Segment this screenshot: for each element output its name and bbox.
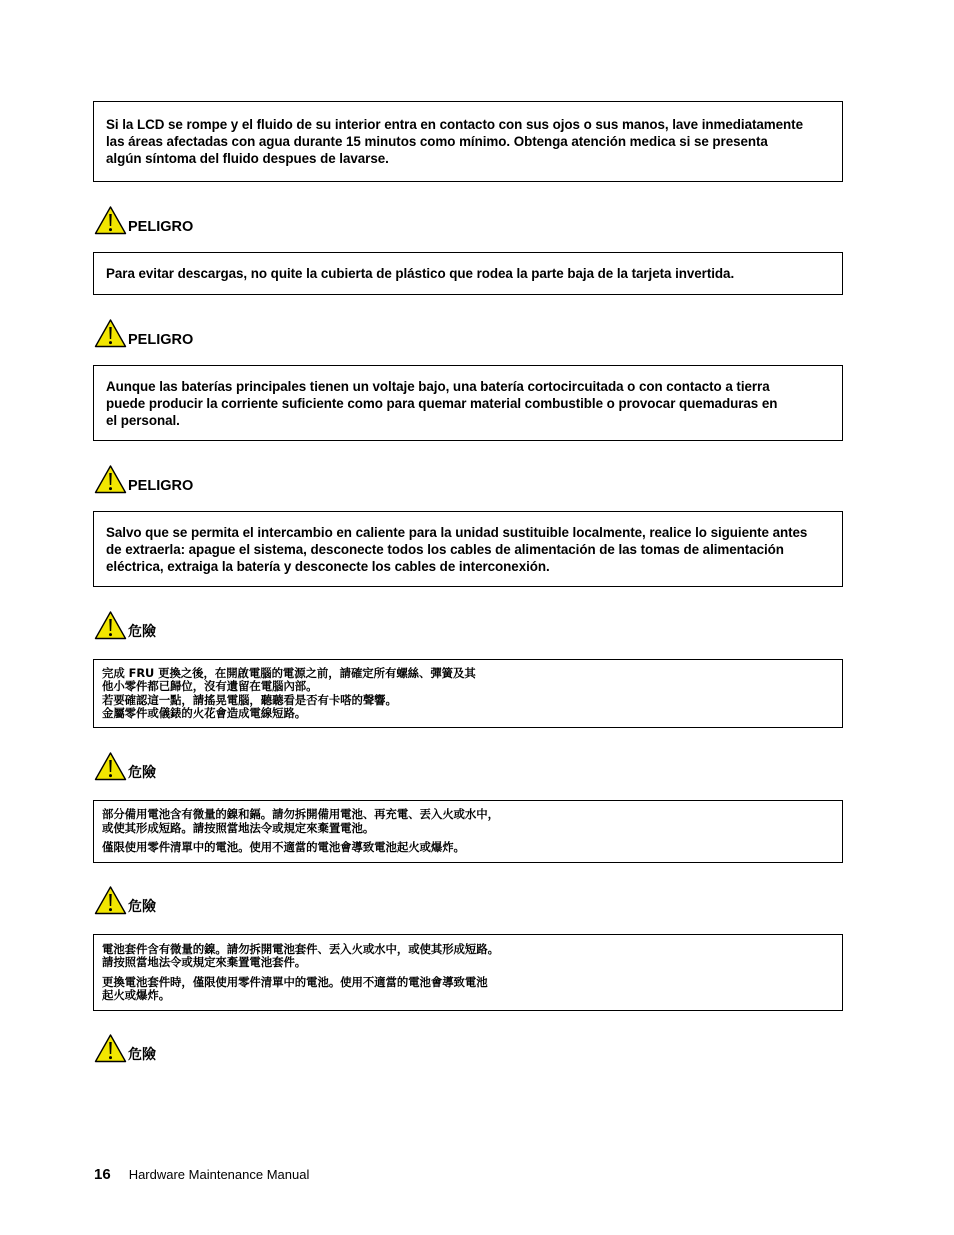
notice-text-line: Si la LCD se rompe y el fluido de su interior entra en contacto con sus ojos o sus manos, lave inmediatamente bbox=[106, 117, 803, 132]
notice-text-line: Salvo que se permita el intercambio en caliente para la unidad sustituible localmente, realice lo siguiente antes bbox=[106, 524, 808, 540]
page-number: 16 bbox=[94, 1166, 111, 1183]
danger-heading-label: PELIGRO bbox=[128, 478, 194, 494]
notice-text-line: 完成 FRU 更換之後，在開啟電腦的電源之前，請確定所有螺絲、彈簧及其 bbox=[102, 665, 476, 680]
danger-heading-label: 危險 bbox=[128, 1047, 156, 1063]
notice-text-line: 部分備用電池含有微量的鎳和鎘。請勿拆開備用電池、再充電、丟入火或水中， bbox=[102, 807, 499, 822]
warning-triangle-icon bbox=[94, 205, 127, 235]
danger-heading-label: 危險 bbox=[128, 899, 156, 915]
danger-heading bbox=[94, 606, 156, 640]
warning-triangle-icon bbox=[94, 1033, 127, 1063]
danger-heading-label: PELIGRO bbox=[128, 332, 194, 348]
notice-box-battery-pack-zh bbox=[93, 934, 843, 1011]
notice-text-line: puede producir la corriente suficiente como para quemar material combustible o provocar quemaduras en bbox=[106, 395, 778, 411]
notice-box-lcd bbox=[93, 101, 843, 182]
warning-triangle-icon bbox=[94, 751, 127, 781]
danger-heading bbox=[94, 881, 156, 915]
notice-text-line: 若要確認這一點，請搖晃電腦，聽聽看是否有卡嗒的聲響。 bbox=[102, 692, 397, 707]
notice-text-line: 請按照當地法令或規定來棄置電池套件。 bbox=[102, 955, 307, 969]
manual-title: Hardware Maintenance Manual bbox=[128, 1167, 310, 1182]
danger-heading bbox=[94, 460, 193, 494]
notice-text-line: 他小零件都已歸位，沒有遺留在電腦內部。 bbox=[102, 679, 318, 693]
notice-text-line: Aunque las baterías principales tienen un voltaje bajo, una batería cortocircuitada o con contacto a tierra bbox=[106, 378, 770, 394]
notice-text-line: eléctrica, extraiga la batería y desconecte los cables de interconexión. bbox=[106, 558, 550, 574]
danger-heading bbox=[94, 314, 193, 348]
notice-text-line: algún síntoma del fluido despues de lavarse. bbox=[106, 151, 389, 166]
notice-text-line: las áreas afectadas con agua durante 15 minutos como mínimo. Obtenga atención medica si se presenta bbox=[106, 134, 768, 149]
notice-box-battery-short bbox=[93, 365, 843, 441]
warning-triangle-icon bbox=[94, 610, 127, 640]
notice-text-line: de extraerla: apague el sistema, desconecte todos los cables de alimentación de las tomas de alimentación bbox=[106, 541, 784, 557]
warning-triangle-icon bbox=[94, 885, 127, 915]
notice-text-line: 或使其形成短路。請按照當地法令或規定來棄置電池。 bbox=[102, 820, 375, 835]
danger-heading bbox=[94, 1029, 156, 1063]
notice-text-line: el personal. bbox=[106, 412, 180, 428]
danger-heading bbox=[94, 747, 156, 781]
danger-heading-label: 危險 bbox=[128, 624, 156, 640]
notice-text-line: 更換電池套件時，僅限使用零件清單中的電池。使用不適當的電池會導致電池 bbox=[102, 974, 488, 989]
notice-box-backup-battery-zh bbox=[93, 800, 843, 863]
warning-triangle-icon bbox=[94, 464, 127, 494]
notice-text-line: 金屬零件或儀錶的火花會造成電線短路。 bbox=[102, 706, 307, 720]
notice-text-line: 僅限使用零件清單中的電池。使用不適當的電池會導致電池起火或爆炸。 bbox=[102, 840, 465, 855]
notice-box-fru-zh bbox=[93, 659, 843, 728]
danger-heading bbox=[94, 201, 193, 235]
notice-text-line: 電池套件含有微量的鎳。請勿拆開電池套件、丟入火或水中，或使其形成短路。 bbox=[102, 941, 499, 956]
notice-text-line: 起火或爆炸。 bbox=[102, 988, 171, 1002]
warning-triangle-icon bbox=[94, 318, 127, 348]
danger-heading-label: PELIGRO bbox=[128, 219, 194, 235]
notice-box-shock bbox=[93, 252, 843, 295]
notice-text-line: Para evitar descargas, no quite la cubierta de plástico que rodea la parte baja de la tarjeta invertida. bbox=[106, 266, 735, 281]
notice-box-hot-swap bbox=[93, 511, 843, 587]
danger-heading-label: 危險 bbox=[128, 765, 156, 781]
page-footer bbox=[94, 1166, 309, 1183]
